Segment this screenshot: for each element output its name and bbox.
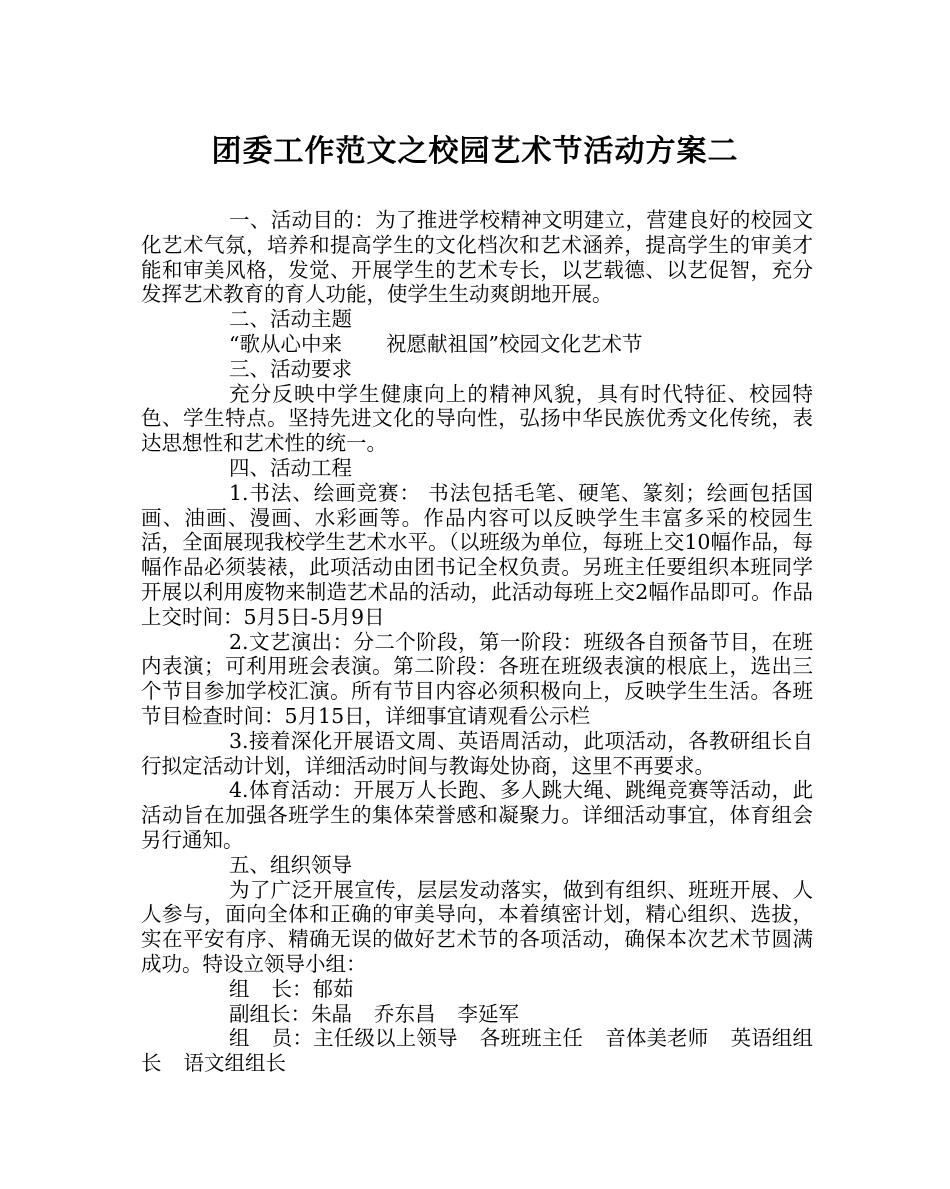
member-5: 语文组组长 [183,1051,286,1076]
paragraph-item-3: 3.接着深化开展语文周、英语周活动，此项活动，各教研组长自行拟定活动计划，详细活动时间与教诲处协商，这里不再要求。 [141,728,813,778]
deputy-label: 副组长： [229,1001,311,1026]
heading-leadership: 五、组织领导 [229,852,352,877]
member-3: 音体美老师 [605,1026,709,1051]
theme-part-1: “歌从心中来 [229,331,342,356]
paragraph-purpose: 一、活动目的：为了推进学校精神文明建立，营建良好的校园文化艺术气氛，培养和提高学生的文化档次和艺术涵养，提高学生的审美才能和审美风格，发觉、开展学生的艺术专长，以艺载德、以艺促智，充分发挥艺术教育的育人功能，使学生生动爽朗地开展。 [141,208,813,307]
member-2: 各班班主任 [479,1026,584,1051]
member-1: 主任级以上领导 [313,1026,458,1051]
leader-line [141,977,813,1002]
theme-part-2: 祝愿献祖国”校园文化艺术节 [385,331,643,356]
deputy-1: 朱晶 [311,1001,352,1026]
deputy-line [141,1002,813,1027]
paragraph-item-1: 1.书法、绘画竞赛： 书法包括毛笔、硬笔、篆刻；绘画包括国画、油画、漫画、水彩画等。作品内容可以反映学生丰富多采的校园生活，全面展现我校学生艺术水平。（以班级为单位，每班上交10幅作品，每幅作品必须装裱，此项活动由团书记全权负责。另班主任要组织本班同学开展以利用废物来制造艺术品的活动，此活动每班上交2幅作品即可。作品上交时间：5月5日-5月9日 [141,480,813,629]
leader-label-1: 组 [229,976,250,1001]
member-4: 英语组组长 [141,1026,814,1076]
member-label-1: 组 [229,1026,250,1051]
member-label-2: 员： [271,1026,314,1051]
deputy-2: 乔东昌 [374,1001,436,1026]
document-body [141,208,813,1076]
heading-theme: 二、活动主题 [229,307,352,332]
heading-projects: 四、活动工程 [229,455,352,480]
deputy-3: 李延军 [457,1001,519,1026]
paragraph-theme [141,332,813,357]
leader-name: 郁茹 [312,976,354,1001]
leader-label-2: 长： [271,976,313,1001]
paragraph-item-2: 2.文艺演出：分二个阶段，第一阶段：班级各自预备节目，在班内表演；可利用班会表演。第二阶段：各班在班级表演的根底上，选出三个节目参加学校汇演。所有节目内容必须积极向上，反映学生生活。各班节目检查时间：5月15日，详细事宜请观看公示栏 [141,629,813,728]
paragraph-item-4: 4.体育活动：开展万人长跑、多人跳大绳、跳绳竞赛等活动，此活动旨在加强各班学生的集体荣誉感和凝聚力。详细活动事宜，体育组会另行通知。 [141,778,813,852]
document-title: 团委工作范文之校园艺术节活动方案二 [211,134,739,169]
paragraph-leadership: 为了广泛开展宣传，层层发动落实，做到有组织、班班开展、人人参与，面向全体和正确的审美导向，本着缜密计划，精心组织、选拔，实在平安有序、精确无误的做好艺术节的各项活动，确保本次艺术节圆满成功。特设立领导小组： [141,877,813,976]
member-line [141,1026,813,1076]
paragraph-requirements: 充分反映中学生健康向上的精神风貌，具有时代特征、校园特色、学生特点。坚持先进文化的导向性，弘扬中华民族优秀文化传统，表达思想性和艺术性的统一。 [141,381,813,456]
heading-requirements: 三、活动要求 [229,356,352,381]
